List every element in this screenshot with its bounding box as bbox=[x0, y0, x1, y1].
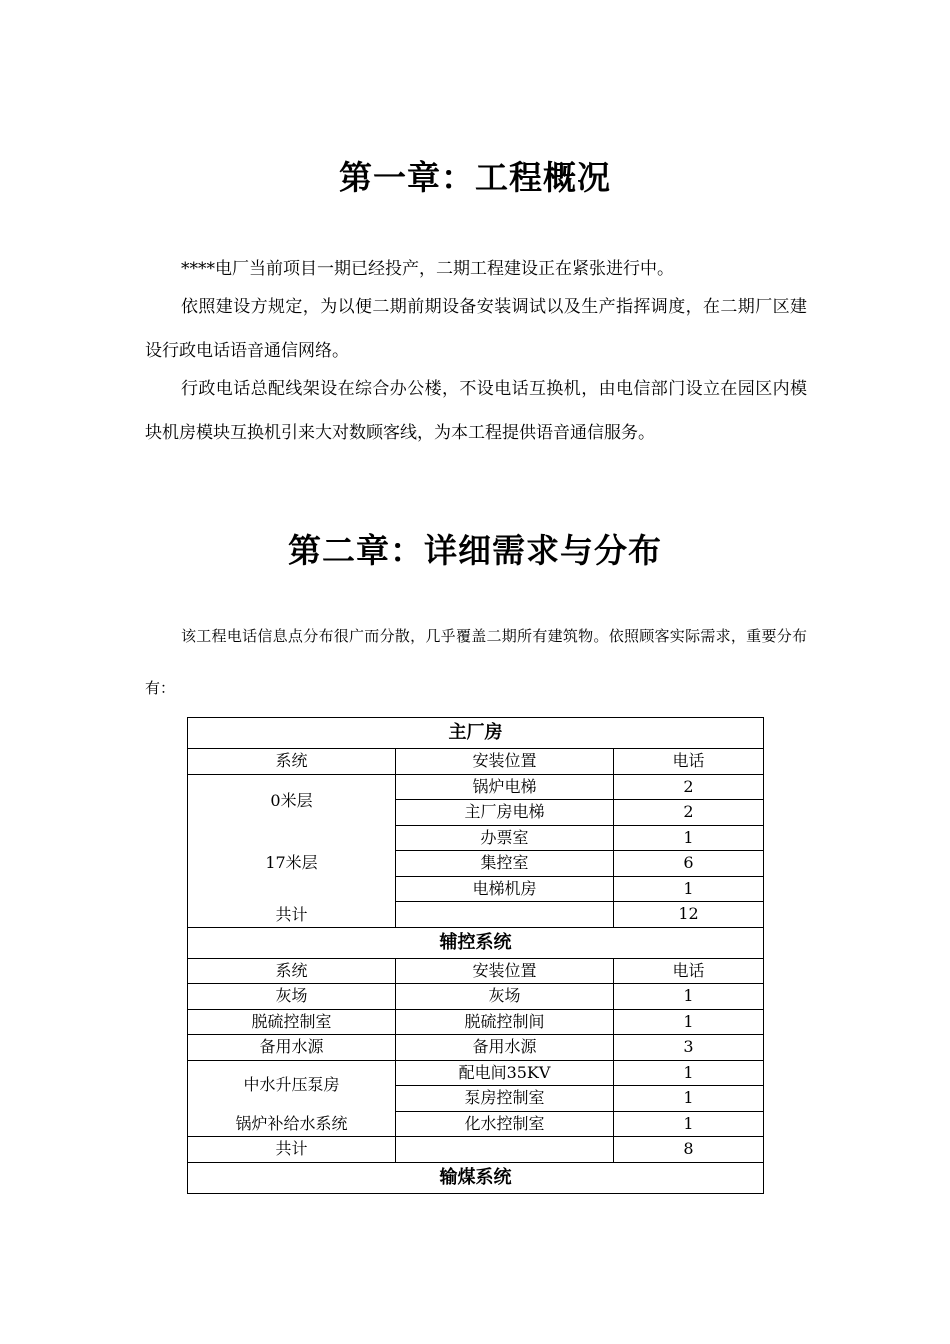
cell-phone: 1 bbox=[614, 1009, 764, 1035]
cell-phone: 1 bbox=[614, 1060, 764, 1086]
chapter-1-paragraph-2: 依照建设方规定，为以便二期前期设备安装调试以及生产指挥调度，在二期厂区建设行政电话语音通信网络。 bbox=[145, 297, 807, 361]
header-phone: 电话 bbox=[614, 958, 764, 984]
header-system: 系统 bbox=[188, 749, 396, 775]
table-section-row bbox=[188, 1162, 764, 1193]
cell-phone: 1 bbox=[614, 984, 764, 1010]
cell-location: 集控室 bbox=[396, 851, 614, 877]
cell-location: 备用水源 bbox=[396, 1035, 614, 1061]
section-title-aux-control: 辅控系统 bbox=[188, 927, 764, 958]
table-header-row bbox=[188, 749, 764, 775]
cell-location: 办票室 bbox=[396, 825, 614, 851]
cell-system: 脱硫控制室 bbox=[188, 1009, 396, 1035]
cell-system: 共计 bbox=[188, 1137, 396, 1163]
header-system: 系统 bbox=[188, 958, 396, 984]
cell-phone: 6 bbox=[614, 851, 764, 877]
aux-merged-system-cell bbox=[188, 1060, 396, 1137]
cell-phone: 1 bbox=[614, 1086, 764, 1112]
cell-phone: 1 bbox=[614, 825, 764, 851]
cell-phone: 3 bbox=[614, 1035, 764, 1061]
cell-location: 泵房控制室 bbox=[396, 1086, 614, 1112]
chapter-2-intro: 该工程电话信息点分布很广而分散，几乎覆盖二期所有建筑物。依照顾客实际需求，重要分布有： bbox=[145, 627, 807, 697]
main-building-system-cell bbox=[188, 774, 396, 927]
cell-phone: 2 bbox=[614, 774, 764, 800]
cell-location bbox=[396, 1137, 614, 1163]
section-title-coal-conveying: 输煤系统 bbox=[188, 1162, 764, 1193]
header-location: 安装位置 bbox=[396, 958, 614, 984]
cell-phone: 8 bbox=[614, 1137, 764, 1163]
header-phone: 电话 bbox=[614, 749, 764, 775]
table-row bbox=[188, 1035, 764, 1061]
cell-system: 灰场 bbox=[188, 984, 396, 1010]
cell-location: 主厂房电梯 bbox=[396, 800, 614, 826]
chapter-1-paragraph-3: 行政电话总配线架设在综合办公楼，不设电话互换机，由电信部门设立在园区内模块机房模块互换机引来大对数顾客线，为本工程提供语音通信服务。 bbox=[145, 379, 807, 443]
cell-location bbox=[396, 902, 614, 928]
table-section-row bbox=[188, 927, 764, 958]
table-header-row bbox=[188, 958, 764, 984]
system-label-boiler-makeup-water: 锅炉补给水系统 bbox=[235, 1113, 348, 1133]
table-row bbox=[188, 1137, 764, 1163]
section-title-main-building: 主厂房 bbox=[188, 718, 764, 749]
distribution-table bbox=[187, 717, 764, 1194]
cell-location: 脱硫控制间 bbox=[396, 1009, 614, 1035]
table-row bbox=[188, 1009, 764, 1035]
chapter-2-title: 第二章：详细需求与分布 bbox=[288, 531, 662, 570]
header-location: 安装位置 bbox=[396, 749, 614, 775]
system-label-total: 共计 bbox=[275, 904, 308, 924]
chapter-1-paragraph-1: ****电厂当前项目一期已经投产，二期工程建设正在紧张进行中。 bbox=[181, 259, 674, 279]
cell-phone: 2 bbox=[614, 800, 764, 826]
system-label-0m: 0米层 bbox=[270, 790, 313, 810]
table-row bbox=[188, 1060, 764, 1086]
cell-location: 电梯机房 bbox=[396, 876, 614, 902]
chapter-1-title: 第一章：工程概况 bbox=[339, 158, 611, 197]
table-section-row bbox=[188, 718, 764, 749]
cell-phone: 12 bbox=[614, 902, 764, 928]
cell-location: 灰场 bbox=[396, 984, 614, 1010]
cell-location: 配电间35KV bbox=[396, 1060, 614, 1086]
cell-system: 备用水源 bbox=[188, 1035, 396, 1061]
system-label-reclaimed-water-pump: 中水升压泵房 bbox=[243, 1074, 340, 1094]
table-row bbox=[188, 984, 764, 1010]
cell-location: 化水控制室 bbox=[396, 1111, 614, 1137]
system-label-17m: 17米层 bbox=[265, 852, 318, 872]
cell-phone: 1 bbox=[614, 876, 764, 902]
cell-phone: 1 bbox=[614, 1111, 764, 1137]
cell-location: 锅炉电梯 bbox=[396, 774, 614, 800]
table-row bbox=[188, 774, 764, 800]
